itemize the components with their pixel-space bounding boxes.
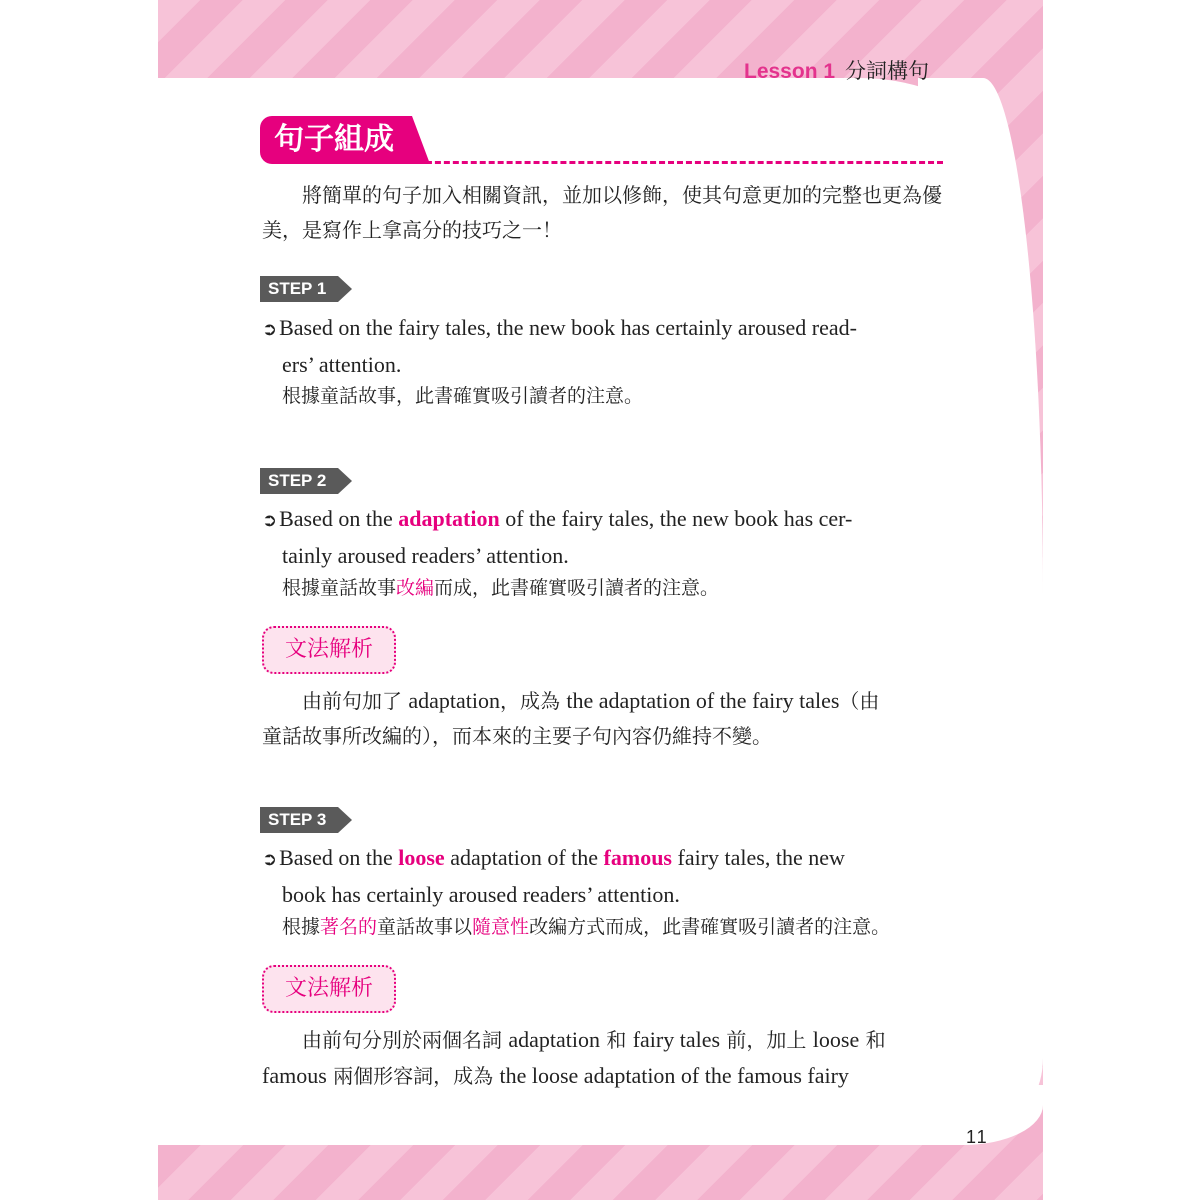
step-3-zh-b: 童話故事以 [377,916,473,938]
arrow-icon: ➲ [262,849,278,870]
step-1-badge: STEP 1 [260,276,338,302]
intro-paragraph: 將簡單的句子加入相關資訊，並加以修飾，使其句意更加的完整也更為優美，是寫作上拿高分的技巧之一！ [262,183,942,242]
content-card-bottom-edge [158,1085,1043,1145]
step-2-zh-a: 根據童話故事 [282,577,397,599]
grammar-2-paragraph [262,1022,942,1094]
lesson-title: 分詞構句 [845,59,930,83]
step-3-badge: STEP 3 [260,807,338,833]
grammar-1-c: ，成為 [500,689,567,713]
step-2-text-b: of the fairy tales, the new book has cer- [499,506,853,531]
arrow-icon: ➲ [262,510,278,531]
step-1-english-line2: ers’ attention. [282,352,402,377]
grammar-2-c: 和 [600,1028,633,1052]
step-3-text-b: adaptation of the [444,845,604,870]
grammar-1-line2: 童話故事所改編的），而本來的主要子句內容仍維持不變。 [262,724,772,748]
section-title: 句子組成 [260,116,412,164]
step-3-highlight-2: famous [603,845,672,870]
grammar-1-d: the adaptation of the fairy tales [566,688,840,713]
step-2-english-line2: tainly aroused readers’ attention. [282,543,569,568]
step-2-text-a: Based on the [279,506,399,531]
step-3-english-line2: book has certainly aroused readers’ attention. [282,882,680,907]
step-3-text-a: Based on the [279,845,399,870]
grammar-1-b: adaptation [408,688,500,713]
step-3-zh-c: 改編方式而成，此書確實吸引讀者的注意。 [529,916,891,938]
grammar-2-g: 和 [859,1028,886,1052]
grammar-1-paragraph [262,683,942,754]
grammar-2-b: adaptation [508,1027,600,1052]
step-3-chinese [282,910,890,945]
step-2-zh-highlight: 改編 [396,577,435,599]
step-1-english-line1: Based on the fairy tales, the new book has certainly aroused read- [279,315,857,340]
lesson-header [744,55,929,85]
grammar-1-e: （由 [839,689,880,713]
step-2-highlight: adaptation [398,506,500,531]
section-dashed-rule [408,161,943,164]
grammar-2-h: famous [262,1063,327,1088]
step-1-english [262,310,940,382]
step-3-english [262,840,940,912]
step-2-chinese [282,571,719,606]
step-2-english [262,501,940,573]
lesson-label: Lesson 1 [744,60,836,83]
grammar-2-f: loose [812,1027,860,1052]
step-3-highlight-1: loose [398,845,445,870]
page-number: 11 [966,1127,989,1147]
grammar-2-i: 兩個形容詞，成為 [326,1064,500,1088]
step-1-chinese: 根據童話故事，此書確實吸引讀者的注意。 [282,385,644,407]
step-3-zh-highlight-1: 著名的 [320,916,378,938]
arrow-icon: ➲ [262,319,278,340]
grammar-label-2: 文法解析 [262,965,396,1013]
grammar-2-e: 前，加上 [720,1028,813,1052]
step-3-zh-a: 根據 [282,916,321,938]
step-2-badge: STEP 2 [260,468,338,494]
step-2-zh-b: 而成，此書確實吸引讀者的注意。 [434,577,720,599]
grammar-2-j: the loose adaptation of the famous fairy [499,1063,849,1088]
step-3-zh-highlight-2: 隨意性 [472,916,530,938]
step-3-text-c: fairy tales, the new [672,845,845,870]
grammar-label: 文法解析 [262,626,396,674]
grammar-2-d: fairy tales [632,1027,721,1052]
grammar-1-a: 由前句加了 [302,689,409,713]
grammar-2-a: 由前句分別於兩個名詞 [302,1028,509,1052]
